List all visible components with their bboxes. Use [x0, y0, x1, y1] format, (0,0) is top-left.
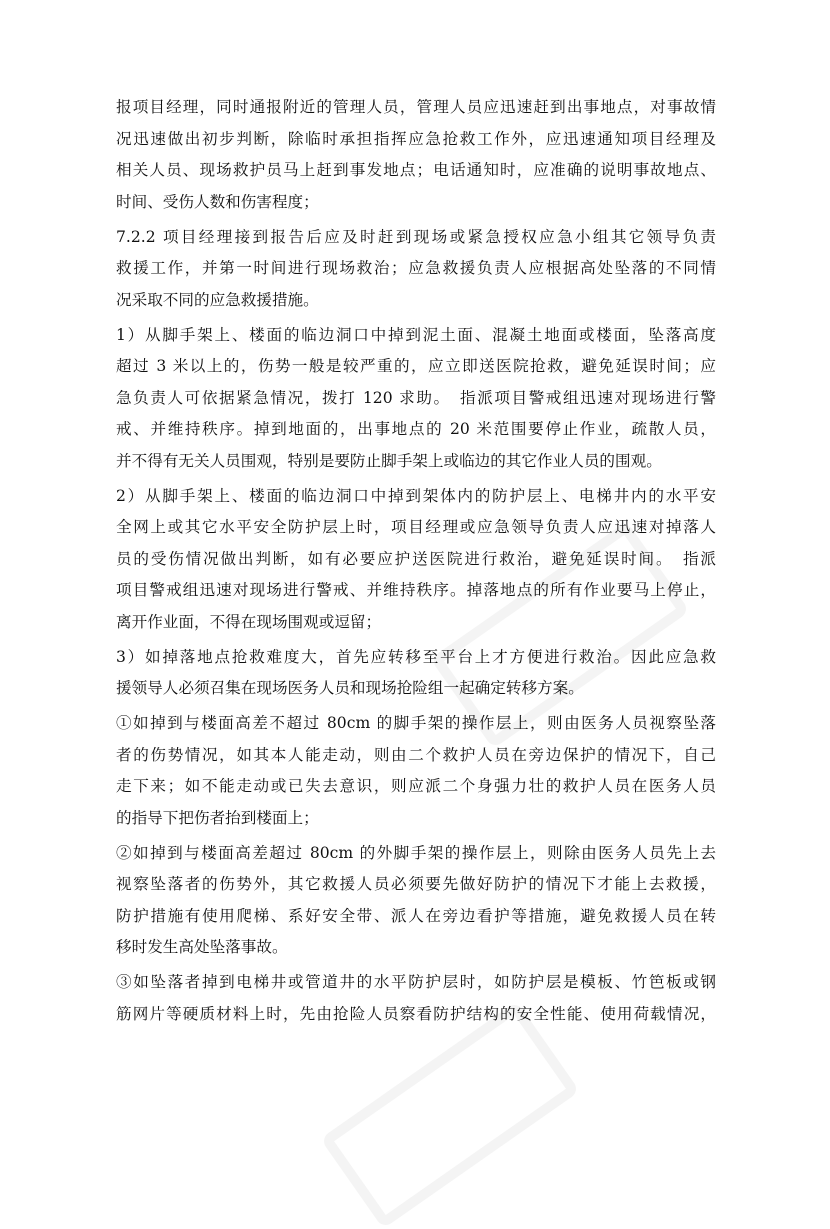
text-line: ②如掉到与楼面高差超过 80cm 的外脚手架的操作层上，则除由医务人员先上去	[116, 843, 716, 862]
text-line: 者的伤势情况，如其本人能走动，则由二个救护人员在旁边保护的情况下，自己	[116, 745, 716, 764]
text-line: 相关人员、现场救护员马上赶到事发地点；电话通知时，应准确的说明事故地点、	[116, 161, 716, 179]
text-line: 防护措施有使用爬梯、系好安全带、派人在旁边看护等措施，避免救援人员在转	[116, 906, 716, 925]
text-line: 离开作业面，不得在现场围观或逗留；	[116, 612, 382, 631]
text-line: 筋网片等硬质材料上时，先由抢险人员察看防护结构的安全性能、使用荷载情况，	[116, 1004, 716, 1023]
watermark-stamp	[320, 1001, 580, 1229]
text-line: 并不得有无关人员围观，特别是要防止脚手架上或临边的其它作业人员的围观。	[116, 451, 662, 470]
text-line: ③如坠落者掉到电梯井或管道井的水平防护层时，如防护层是模板、竹笆板或钢	[116, 973, 716, 991]
paragraph	[116, 642, 716, 705]
text-line: 时间、受伤人数和伤害程度；	[116, 192, 319, 211]
text-line: 走下来；如不能走动或已失去意识，则应派二个身强力壮的救护人员在医务人员	[116, 777, 716, 795]
text-line: 况迅速做出初步判断，除临时承担指挥应急抢救工作外，应迅速通知项目经理及	[116, 129, 716, 148]
paragraph	[116, 92, 716, 218]
text-line: 的指导下把伤者抬到楼面上；	[116, 808, 319, 827]
paragraph	[116, 967, 716, 1030]
text-line: ①如掉到与楼面高差不超过 80cm 的脚手架的操作层上，则由医务人员视察坠落	[116, 714, 716, 732]
text-line: 7.2.2 项目经理接到报告后应及时赶到现场或紧急授权应急小组其它领导负责	[116, 227, 716, 246]
paragraph	[116, 320, 716, 478]
paragraph	[116, 838, 716, 964]
text-line: 3）如掉落地点抢救难度大，首先应转移至平台上才方便进行救治。因此应急救	[116, 647, 716, 666]
text-line: 2）从脚手架上、楼面的临边洞口中掉到架体内的防护层上、电梯井内的水平安	[116, 486, 716, 505]
text-line: 超过 3 米以上的，伤势一般是较严重的，应立即送医院抢救，避免延误时间；应	[116, 357, 716, 375]
text-line: 项目警戒组迅速对现场进行警戒、并维持秩序。掉落地点的所有作业要马上停止，	[116, 581, 716, 599]
document-body	[116, 92, 716, 1030]
paragraph	[116, 222, 716, 317]
paragraph	[116, 481, 716, 639]
text-line: 援领导人必须召集在现场医务人员和现场抢险组一起确定转移方案。	[116, 679, 584, 697]
text-line: 全网上或其它水平安全防护层上时，项目经理或应急领导负责人应迅速对掉落人	[116, 518, 716, 536]
paragraph	[116, 708, 716, 834]
text-line: 报项目经理，同时通报附近的管理人员，管理人员应迅速赶到出事地点，对事故情	[116, 98, 716, 116]
text-line: 急负责人可依据紧急情况，拨打 120 求助。 指派项目警戒组迅速对现场进行警	[116, 388, 716, 407]
text-line: 戒、并维持秩序。掉到地面的，出事地点的 20 米范围要停止作业，疏散人员，	[116, 420, 716, 438]
text-line: 视察坠落者的伤势外，其它救援人员必须要先做好防护的情况下才能上去救援，	[116, 875, 716, 893]
text-line: 救援工作，并第一时间进行现场救治；应急救援负责人应根据高处坠落的不同情	[116, 259, 716, 277]
text-line: 员的受伤情况做出判断，如有必要应护送医院进行救治，避免延误时间。 指派	[116, 549, 716, 568]
text-line: 移时发生高处坠落事故。	[116, 938, 288, 956]
text-line: 1）从脚手架上、楼面的临边洞口中掉到泥土面、混凝土地面或楼面，坠落高度	[116, 325, 716, 344]
text-line: 况采取不同的应急救援措施。	[116, 290, 319, 309]
